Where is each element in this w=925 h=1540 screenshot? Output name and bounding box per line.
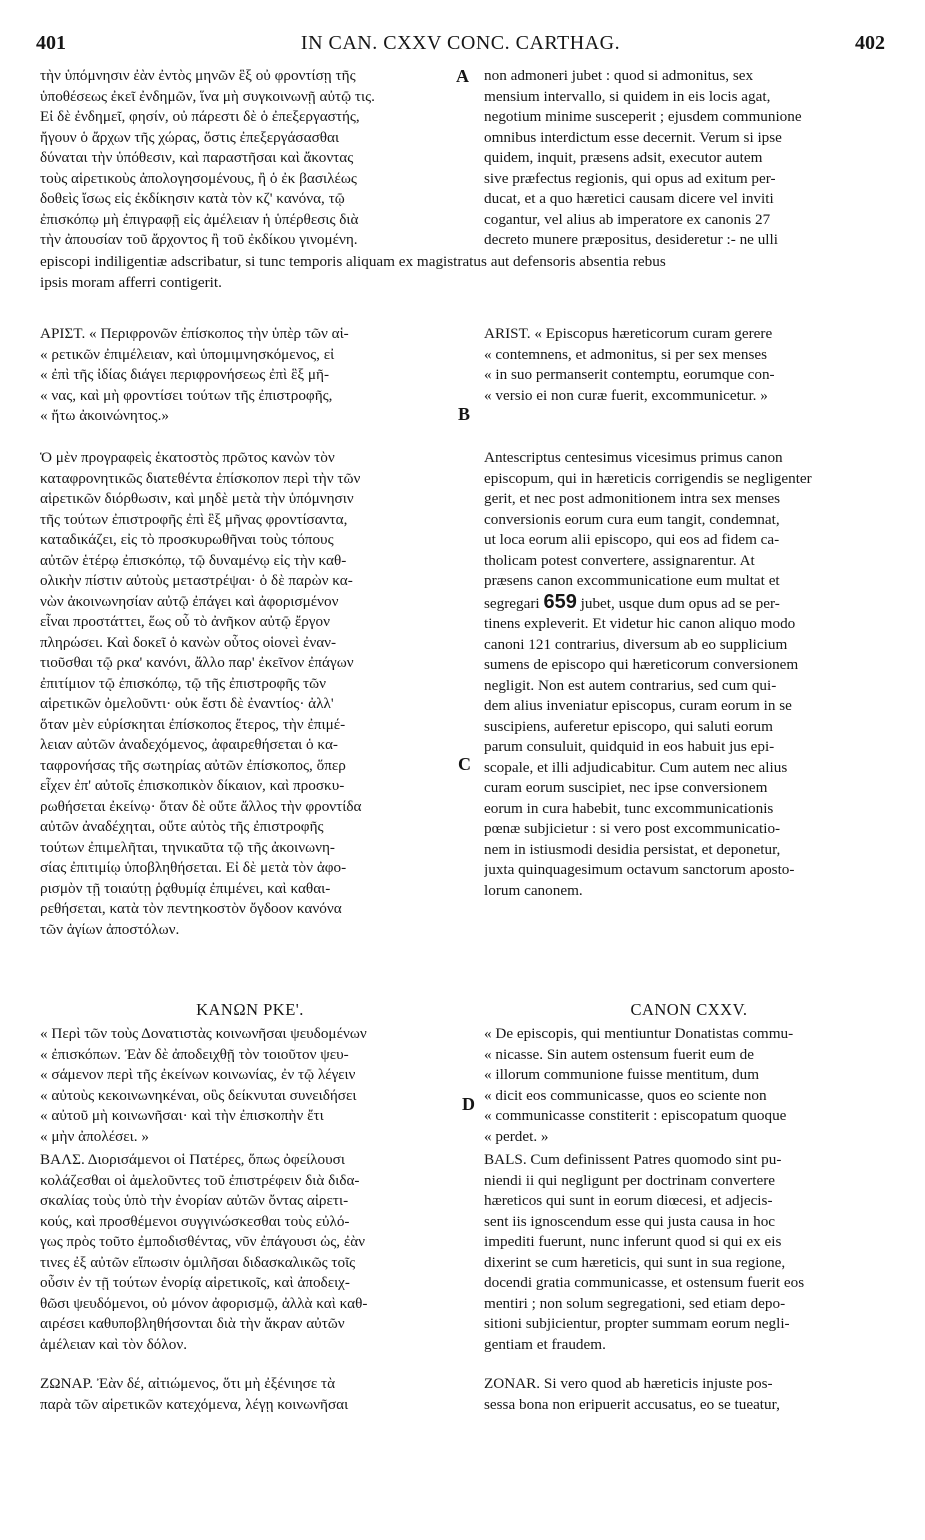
latin-text-line: juxta quinquagesimum octavum sanctorum aposto- [484,861,795,878]
arist-greek-block [40,324,460,427]
latin-text-line: « perdet. » [484,1127,549,1145]
latin-top-block [484,66,894,251]
latin-text-line: « nicasse. Sin autem ostensum fuerit eum de [484,1045,754,1063]
latin-text-line: « dicit eos communicasse, quos eo sciente non [484,1086,767,1104]
greek-text-line: αὐτῶν ἑτέρῳ ἐπισκόπῳ, τῷ δυναμένῳ εἰς τὴν καθ- [40,551,347,569]
greek-text-line: εἶναι προστάττει, ἕως οὗ τὸ ἀνῆκον αὐτῷ ἔργον [40,613,330,630]
greek-text-line: ὅταν μὲν εὑρίσκηται ἐπίσκοπος ἕτερος, τὴν ἐπιμέ- [40,715,346,733]
bals-greek-block [40,1150,460,1355]
latin-text-line: nem in istiusmodi desidia persistat, et deponetur, [484,840,781,858]
margin-marker-d: D [462,1094,475,1114]
latin-text-line: decreto munere præpositus, desideretur :- ne ulli [484,231,778,248]
greek-text-line: « ρετικῶν ἐπιμέλειαν, καὶ ὑπομιμνησκόμενος, εἰ [40,345,335,363]
greek-text-line: παρὰ τῶν αἱρετικῶν κατεχόμενα, λέγῃ κοινωνῆσαι [40,1395,349,1413]
greek-text-line: « αὐτοῦ μὴ κοινωνῆσαι· καὶ τὴν ἐπισκοπὴν ἔτι [40,1107,324,1124]
latin-text-line: canoni 121 contrarius, diversum ab eo supplicium [484,635,788,653]
greek-text-line: ολικὴν πίστιν αὐτοὺς μεταστρέψαι· ὁ δὲ παρὼν κα- [40,572,353,589]
greek-text-line: αὐτῶν ἀναδέχηται, οὔτε αὐτὸς τῆς ἐπιστροφῆς [40,818,324,835]
greek-text-line: « ἐπισκόπων. Ἐὰν δὲ ἀποδειχθῇ τὸν τοιοῦτον ψευ- [40,1045,349,1063]
latin-text-line: ARIST. « Episcopus hæreticorum curam gerere [484,325,773,342]
greek-text-line: ἐπιτίμιον τῷ ἐπισκόπῳ, τῷ τῆς ἐπιστροφῆς τῶν [40,674,327,692]
greek-text-line: οὖσιν ἐν τῇ τούτων ἐνορίᾳ αἱρετικοῖς, καὶ ἀποδειχ- [40,1274,350,1291]
latin-text-line: « in suo permanserit contemptu, eorumque con- [484,366,775,383]
margin-marker-c: C [458,754,471,774]
canon-latin-title: CANON CXXV. [630,1000,748,1019]
latin-text-line: ut loca eorum alii episcopo, qui eos ad fidem ca- [484,531,780,548]
latin-text-line: omnibus interdictum esse decernit. Verum si ipse [484,128,782,146]
greek-text-line: αἱρετικῶν ὀμελοῦντι· οὐκ ἔστι δὲ ἐναντίος· ἀλλ' [40,695,334,712]
greek-text-line: « νας, καὶ μὴ φροντίσει τούτων τῆς ἐπιστροφῆς, [40,386,333,404]
greek-text-line: γως πρὸς τοῦτο ἐμποδισθέντας, νῦν ἐπάγουσι ὡς, ἐὰν [40,1233,366,1250]
commentary-latin-block [484,448,894,901]
latin-text-line: docendi gratia communicasse, et ostensum fuerit eos [484,1274,805,1291]
latin-text-line: BALS. Cum definissent Patres quomodo sint pu- [484,1151,782,1168]
latin-text-line: ZONAR. Si vero quod ab hæreticis injuste pos- [484,1375,773,1392]
greek-text-line: τιοῦσθαι τῷ ρκα' κανόνι, ἄλλο παρ' ἐκεῖνον ἐπάγων [40,654,354,671]
greek-text-line: τινες ἐξ αὐτῶν εἴπωσιν ὁμιλῆσαι διδασκαλικῶς τοῖς [40,1253,356,1271]
latin-text-line: tholicam potest convertere, assignarentur. At [484,551,755,569]
greek-text-line: καταφρονητικῶς διατεθέντα ἐπίσκοπον περὶ τὴν τῶν [40,469,361,487]
greek-text-line: ἀμέλειαν καὶ τὸν δόλον. [40,1335,188,1353]
zonar-greek-block [40,1374,460,1415]
latin-text-line: curam eorum suscipiet, nec ipse conversionem [484,779,768,796]
greek-text-line: εἶχεν ἐπ' αὐτοῖς ἐπισκοπικὸν δίκαιον, καὶ προσκυ- [40,777,345,794]
latin-text-line: cogantur, vel alius ab imperatore ex canonis 27 [484,210,771,228]
latin-text-line: « communicasse constiterit : episcopatum quoque [484,1107,787,1124]
latin-text-line: suscipiens, auferetur episcopo, qui saluti eorum [484,717,773,735]
margin-marker-b: B [458,404,471,424]
greek-text-line: τὴν ἀπουσίαν τοῦ ἄρχοντος ἢ τοῦ ἐκδίκου γινομένη. [40,231,358,248]
latin-text-line: ducat, et a quo hæretici causam dicere vel inviti [484,190,774,207]
greek-text-line: τῆς τούτων ἐπιστροφῆς ἐπὶ ἓξ μῆνας φροντίσαντα, [40,510,348,528]
latin-text-line: niendi ii qui negligunt per doctrinam convertere [484,1171,776,1189]
greek-text-line: νὼν ἀκοινωνησίαν αὐτῷ ἐπάγει καὶ ἀφορισμένον [40,592,339,610]
greek-text-line: αιρέσει καθυποβληθήσονται διὰ τὴν ἄκραν αὐτῶν [40,1315,345,1332]
greek-text-line: Ὁ μὲν προγραφεὶς ἑκατοστὸς πρῶτος κανὼν τὸν [40,449,335,466]
greek-text-line: ὑποθέσεως ἐκεῖ ἐνδημῶν, ἵνα μὴ συγκοινωνῇ αὐτῷ τις. [40,87,375,105]
greek-text-line: κούς, καὶ προσθέμενοι συγγινώσκεσθαι τοὺς εὐλό- [40,1212,350,1230]
full-width-latin-block [40,252,894,293]
latin-text-line: episcopum, qui in hæreticis corrigendis se negligenter [484,469,812,487]
latin-text-line: parum consuluit, quidquid in eos habuit jus epi- [484,738,775,755]
greek-text-line: Εἰ δὲ ἐνδημεῖ, φησίν, οὐ πάρεστι δὲ ὁ ἐπεξεργαστής, [40,108,360,125]
greek-text-line: « ἐπὶ τῆς ἰδίας διάγει περιφρονήσεως ἐπὶ ἓξ μῆ- [40,366,330,383]
page-header [36,30,885,56]
latin-text-line: præsens canon excommunicatione eum multat et [484,572,780,589]
greek-text-line: δοθεὶς ἴσως εἰς ἐκδίκησιν κατὰ τὸν κζ' κανόνα, τῷ [40,190,345,207]
greek-text-line: ἐπισκόπῳ μὴ ἐπιγραφῇ εἰς ἀμέλειαν ἡ ὑπέρθεσις διὰ [40,210,359,228]
greek-text-line: ρωθήσεται ἐκείνῳ· ὅταν δὲ οὔτε ἄλλος τὴν φροντίδα [40,797,362,815]
greek-text-line: καταδικάζει, εἰς τὸ προσκυρωθῆναι τοὺς τόπους [40,531,334,548]
greek-text-line: τῶν ἁγίων ἀποστόλων. [40,920,180,938]
full-width-text-line: episcopi indiligentiæ adscribatur, si tunc temporis aliquam ex magistratus aut defensoris absentia rebus [40,253,666,270]
latin-text-line: mensium intervallo, si quidem in eis locis agat, [484,87,771,105]
canon-latin-text [484,1024,894,1147]
latin-text-line: sitioni subjicientur, propter summam eorum negli- [484,1315,790,1332]
latin-text-line: lorum canonem. [484,881,583,899]
greek-text-line: « αὐτοὺς κεκοινωνηκέναι, οὓς δείκνυται συνειδήσει [40,1086,357,1104]
greek-top-block [40,66,460,251]
running-title: IN CAN. CXXV CONC. CARTHAG. [300,32,621,54]
latin-text-line: « contemnens, et admonitus, si per sex menses [484,345,768,363]
latin-text-line: scopale, et illi adjudicabitur. Cum autem nec alius [484,758,788,776]
latin-text-line: gentiam et fraudem. [484,1335,606,1353]
latin-text-line: pœnæ subjicietur : si vero post excommunicatio- [484,820,781,837]
greek-text-line: ΒΑΛΣ. Διορισάμενοι οἱ Πατέρες, ὅπως ὀφείλουσι [40,1151,345,1168]
greek-text-line: κολάζεσθαι οἱ ἀμελοῦντες τοῦ ἐπιστρέφειν διὰ διδα- [40,1171,360,1189]
zonar-latin-block [484,1374,894,1415]
margin-marker-a: A [456,66,469,86]
greek-text-line: « Περὶ τῶν τοὺς Δονατιστὰς κοινωνῆσαι ψευδομένων [40,1025,367,1042]
greek-text-line: σκαλίας τοὺς ὑπὸ τὴν ἐνορίαν αὐτῶν ὄντας αἱρετι- [40,1192,349,1209]
greek-text-line: τὴν ὑπόμνησιν ἐὰν ἐντὸς μηνῶν ἓξ οὐ φροντίσῃ τῆς [40,67,356,84]
arist-latin-block [484,324,894,406]
greek-text-line: τοὺς αἱρετικοὺς ἀπολογησομένους, ἢ ὁ ἐκ βασιλέως [40,169,357,187]
greek-text-line: « ἤτω ἀκοινώνητος.» [40,407,169,424]
canon-greek-text [40,1024,460,1147]
left-page-number: 401 [36,32,66,54]
latin-text-line: dixerint se cum hæreticis, qui sunt in sua regione, [484,1253,786,1271]
commentary-greek-block [40,448,460,940]
greek-text-line: πληρώσει. Καὶ δοκεῖ ὁ κανὼν οὗτος οἱονεὶ ἐναν- [40,633,337,651]
bals-latin-block [484,1150,894,1355]
latin-text-line: hæreticos qui sunt in eorum diœcesi, et adjecis- [484,1192,773,1209]
greek-text-line: δύναται τὴν ὑπόθεσιν, καὶ παραστῆσαι καὶ ἄκοντας [40,149,354,166]
greek-text-line: τούτων ἐπιμελῆται, τηνικαῦτα τῷ τῆς ἀκοινωνη- [40,838,335,856]
latin-text-line: « illorum communione fuisse mentitum, dum [484,1066,760,1083]
latin-text-line: negotium minime susceperit ; ejusdem communione [484,108,802,125]
latin-text-line: « De episcopis, qui mentiuntur Donatistas commu- [484,1025,794,1042]
greek-text-line: ρεθήσεται, κατὰ τὸν πεντηκοστὸν ὄγδοον κανόνα [40,900,342,917]
full-width-text-line: ipsis moram afferri contigerit. [40,273,222,291]
greek-text-line: ταφρονήσας τῆς σωτηρίας αὐτῶν ἐπίσκοπος, ὅπερ [40,756,346,774]
greek-text-line: ΖΩΝΑΡ. Ἐὰν δέ, αἰτιώμενος, ὅτι μὴ ἐξένιησε τὰ [40,1375,336,1392]
latin-text-line: quidem, inquit, præsens adsit, executor autem [484,149,763,166]
latin-text-line: mentiri ; non solum segregationi, sed etiam depo- [484,1294,786,1312]
greek-text-line: ρισμὸν τῇ τοιαύτῃ ῥᾳθυμίᾳ ἐπιμένει, καὶ καθαι- [40,879,331,897]
latin-text-line: eorum in cura habebit, tunc excommunicationis [484,799,774,817]
latin-text-line: sent iis ignoscendum esse qui justa causa in hoc [484,1212,776,1230]
right-page-number: 402 [855,32,885,54]
latin-text-line: sive præfectus regionis, qui opus ad exitum per- [484,169,776,187]
latin-text-line: gerit, et nec post admonitionem intra sex menses [484,490,781,507]
canon-greek-title: ΚΑΝΩΝ ΡΚΕ'. [196,1000,304,1019]
greek-text-line: « σάμενον περὶ τῆς ἐκείνων κοινωνίας, ἐν τῷ λέγειν [40,1066,356,1083]
greek-text-line: αἱρετικῶν διόρθωσιν, καὶ μηδὲ μετὰ τὴν ὑπόμνησιν [40,490,354,507]
latin-text-line: dem alius inveniatur episcopus, curam eorum in se [484,697,792,714]
latin-text-line: sessa bona non eripuerit accusatus, eo se tueatur, [484,1395,780,1413]
latin-line-with-number: segregari 659 jubet, usque dum opus ad se per- [484,591,780,613]
greek-text-line: σίας ἐπιτιμίῳ ὑποβληθήσεται. Εἰ δὲ μετὰ τὸν ἀφο- [40,859,347,876]
greek-text-line: θῶσι ψευδόμενοι, οὐ μόνον ἀφορισμῷ, ἀλλὰ καὶ καθ- [40,1294,368,1312]
latin-text-line: non admoneri jubet : quod si admonitus, sex [484,67,754,84]
latin-text-line: tinens expleverit. Et videtur hic canon aliquo modo [484,615,796,632]
latin-text-line: « versio ei non curæ fuerit, excommunicetur. » [484,386,768,404]
greek-text-line: ἤγουν ὁ ἄρχων τῆς χώρας, ὅστις ἐπεξεργάσασθαι [40,128,340,146]
column-number: 659 [543,591,577,613]
greek-text-line: λειαν αὐτῶν ἀναδεχόμενος, ἀφαιρεθήσεται ὁ κα- [40,736,338,753]
greek-text-line: ΑΡΙΣΤ. « Περιφρονῶν ἐπίσκοπος τὴν ὑπὲρ τῶν αἱ- [40,325,349,342]
latin-text-line: impediti fuerunt, nunc inferunt quod si qui ex eis [484,1233,782,1250]
latin-text-line: Antescriptus centesimus vicesimus primus canon [484,449,783,466]
greek-text-line: « μὴν ἀπολέσει. » [40,1127,149,1145]
latin-text-line: conversionis eorum cura eum tangit, condemnat, [484,510,780,528]
latin-text-line: sumens de episcopo qui hæreticorum conversionem [484,656,799,673]
latin-text-line: negligit. Non est autem contrarius, sed cum qui- [484,676,777,694]
